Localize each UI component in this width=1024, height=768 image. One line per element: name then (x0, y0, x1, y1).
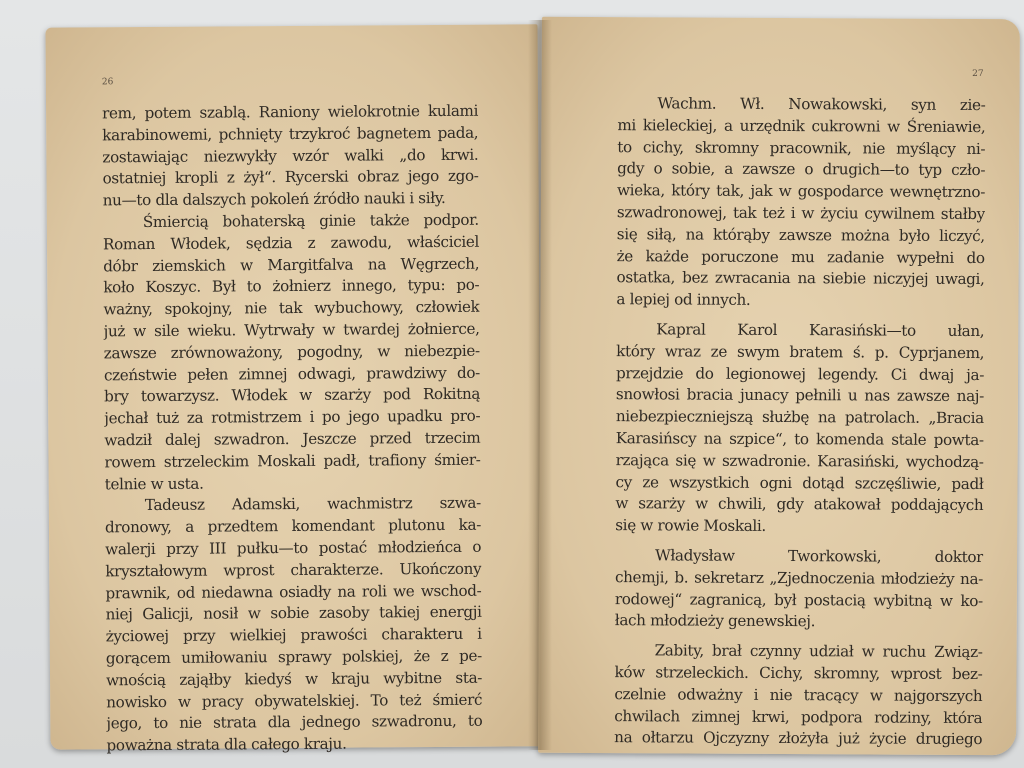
text-line: karabinowemi, pchnięty trzykroć bagnetem pada, (102, 123, 479, 145)
text-line: ków strzeleckich. Cichy, skromny, wprost bez- (614, 663, 983, 683)
text-line: życiowej przy wielkiej prawości charakteru i (105, 624, 482, 646)
text-line: wadził dalej szwadron. Jeszcze przed trzecim (104, 428, 481, 450)
text-line: mi kieleckiej, a urzędnik cukrowni w Śreniawie, (617, 115, 986, 136)
text-line: poważna strata dla całego kraju. (106, 734, 347, 755)
text-line: się siłą, na którąby zawsze można było liczyć, (616, 224, 985, 245)
text-line: wieka, który tak, jak w gospodarce wewnętrzno- (616, 181, 986, 202)
text-line: dronowy, a przedtem komendant plutonu ka- (104, 515, 482, 537)
text-line: w szarży w chwili, gdy atakował poddających (615, 494, 984, 515)
text-line: ważny, spokojny, nie tak wybuchowy, człowiek (103, 297, 480, 319)
text-line: gorącem umiłowaniu sprawy polskiej, że z pe- (105, 646, 482, 668)
left-page (45, 24, 542, 755)
right-page-number: 27 (972, 69, 984, 80)
text-line: łach młodzieży genewskiej. (614, 611, 816, 631)
right-page (538, 17, 1020, 755)
text-line: zawsze zrównoważony, pogodny, w niebezpie- (103, 341, 480, 363)
text-line: zostawiając niezwykły wzór walki „do krwi. (102, 145, 479, 166)
text-line: gdy o sobie, a zawsze o drugich—to typ czło- (617, 159, 986, 180)
right-page-text (614, 93, 985, 751)
text-line: jechał tuż za rotmistrzem i po jego upadku pro- (104, 406, 481, 428)
text-line: koło Koszyc. Był to żołnierz innego, typu: po- (103, 276, 480, 297)
text-line: rodowej“ zagranicą, był postacią wybitną w ko- (614, 589, 983, 610)
text-line: Zabity, brał czynny udział w ruchu Związ- (654, 641, 983, 662)
text-line: już w sile wieku. Wytrwały w twardej żołnierce, (103, 319, 480, 341)
text-line: przejdzie do legionowej legendy. Ci dwaj ja- (616, 363, 985, 384)
text-line: a lepiej od innych. (616, 290, 751, 310)
text-line: kryształowym wprost charakterze. Ukończony (105, 559, 482, 581)
text-line: jego, to nie strata dla jednego szwadronu, to (106, 712, 483, 733)
text-line: bry towarzysz. Włodek w szarży pod Rokitną (104, 385, 481, 406)
text-line: nowisko w pracy obywatelskiej. To też śmierć (106, 690, 483, 711)
left-page-number: 26 (101, 77, 114, 88)
text-line: Roman Włodek, sędzia z zawodu, właściciel (102, 232, 480, 254)
text-line: chwilach zimnej krwi, podpora rodziny, która (614, 706, 983, 727)
text-line: Śmiercią bohaterską ginie także podpor. (142, 210, 479, 232)
text-line: Wachm. Wł. Nowakowski, syn zie- (657, 94, 986, 115)
text-line: nu—to dla dalszych pokoleń źródło nauki i siły. (102, 189, 446, 210)
text-line: że każde poruczone mu zadanie wypełni do (616, 246, 985, 267)
text-line: Władysław Tworkowski, doktor (655, 546, 984, 567)
text-line: wnością zająłby kiedyś w kraju wybitne sta- (105, 668, 483, 690)
text-line: telnie w usta. (104, 474, 204, 493)
text-line: rowem strzeleckim Moskali padł, trafiony śmier- (104, 450, 481, 472)
text-line: Kapral Karol Karasiński—to ułan, (656, 320, 985, 341)
text-line: na ołtarzu Ojczyzny złożyła już życie drugiego (614, 728, 983, 749)
text-line: walerji przy III pułku—to postać młodzieńca o (105, 537, 482, 559)
text-line: niej Galicji, nosił w sobie zasoby takiej energji (105, 603, 482, 624)
text-line: który wraz ze swym bratem ś. p. Cyprjanem, (616, 341, 985, 362)
left-page-text (102, 101, 483, 758)
text-line: ostatniej kropli z żył“. Rycerski obraz jego zgo- (102, 167, 479, 188)
text-line: szwadronowej, tak też i w życiu cywilnem stałby (616, 203, 985, 224)
text-line: rem, potem szablą. Raniony wielokrotnie kulami (102, 101, 479, 123)
text-line: niebezpieczniejszą służbę na patrolach. „Bracia (615, 407, 984, 428)
text-line: chemji, b. sekretarz „Zjednoczenia młodzieży na- (614, 567, 984, 588)
text-line: prawnik, od niedawna osiadły na roli we wschod- (105, 581, 482, 602)
text-line: Karasińscy na szpice“, to komenda stale powta- (615, 429, 984, 450)
text-line: cy ze wszystkich ogni dotąd szczęśliwie, padł (615, 472, 984, 493)
text-line: rzająca się w szwadronie. Karasiński, wychodzą- (615, 450, 984, 471)
text-line: snowłosi bracia junacy pełnili u nas zawsze naj- (615, 385, 984, 406)
text-line: dóbr ziemskich w Margitfalva na Węgrzech, (103, 254, 480, 275)
text-line: się w rowie Moskali. (615, 516, 766, 536)
text-line: Tadeusz Adamski, wachmistrz szwa- (144, 494, 481, 515)
text-line: to cichy, skromny pracownik, nie myślący ni- (617, 137, 986, 158)
text-line: czelnie odważny i nie tracący w najgorszych (614, 684, 983, 705)
text-line: ostatka, bez zwracania na siebie niczyjej uwagi, (616, 268, 985, 289)
text-line: czeństwie pełen zimnej odwagi, prawdziwy do- (103, 363, 480, 384)
